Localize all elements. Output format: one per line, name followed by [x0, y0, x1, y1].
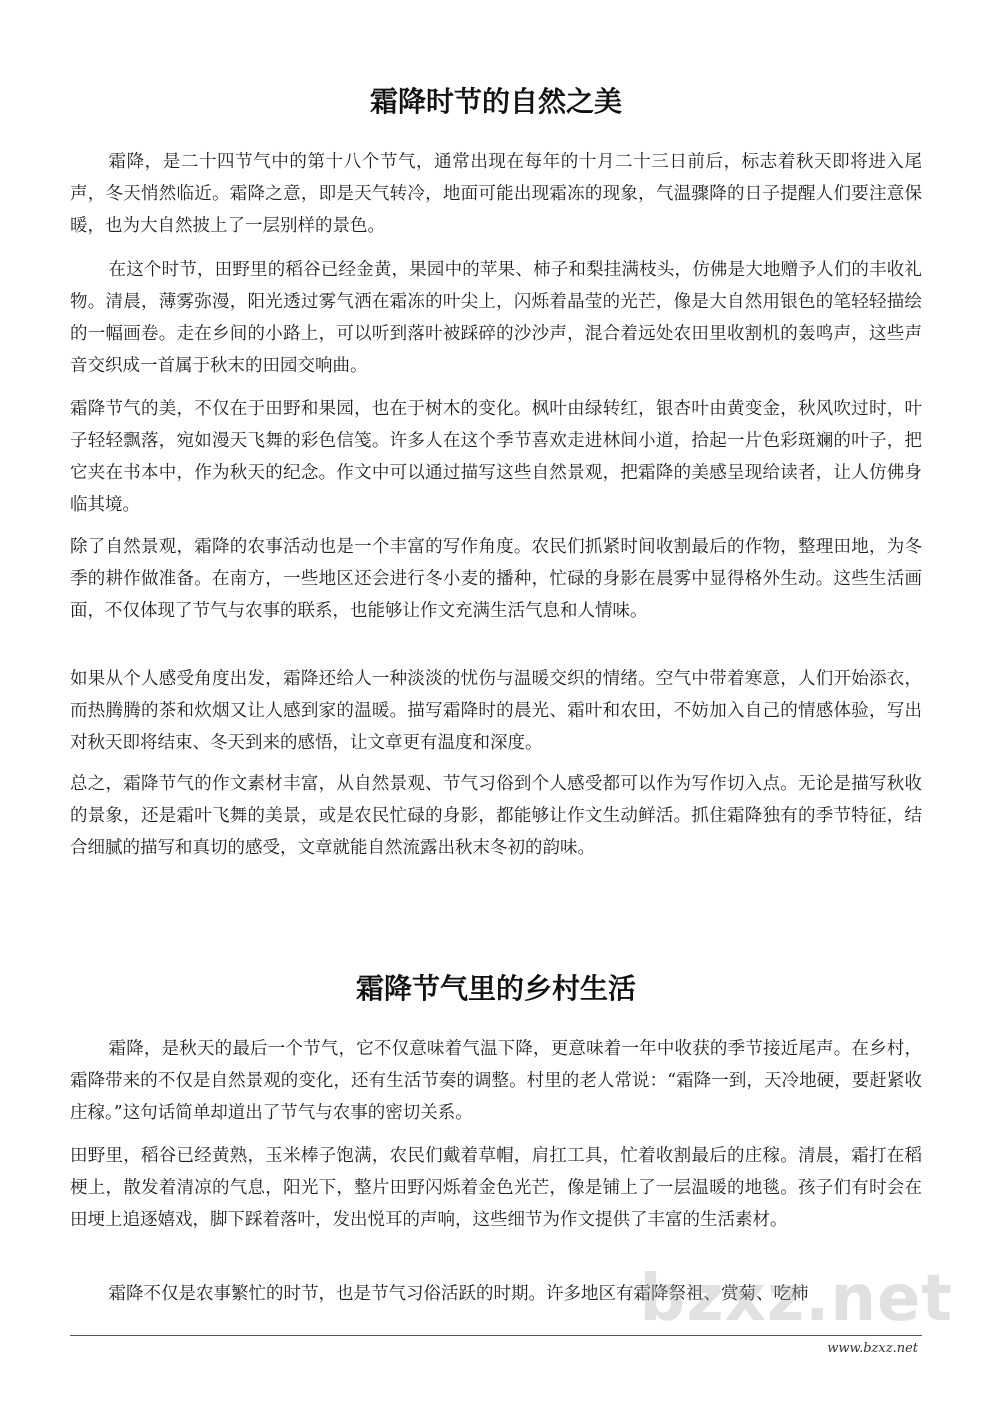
footer-divider: [70, 1335, 922, 1336]
article-1-paragraph-6: 总之，霜降节气的作文素材丰富，从自然景观、节气习俗到个人感受都可以作为写作切入点。无论是描写秋收的景象，还是霜叶飞舞的美景，或是农民忙碌的身影，都能够让作文生动鲜活。抓住霜降独有的季节特征，结合细腻的描写和真切的感受，文章就能自然流露出秋末冬初的韵味。: [70, 774, 922, 858]
article-1-paragraph-5: 如果从个人感受角度出发，霜降还给人一种淡淡的忧伤与温暖交织的情绪。空气中带着寒意，人们开始添衣，而热腾腾的茶和炊烟又让人感到家的温暖。描写霜降时的晨光、霜叶和农田，不妨加入自己的情感体验，写出对秋天即将结束、冬天到来的感悟，让文章更有温度和深度。: [70, 669, 922, 753]
article-1-title: 霜降时节的自然之美: [369, 85, 622, 118]
article-1-paragraph-2: 在这个时节，田野里的稻谷已经金黄，果园中的苹果、柿子和梨挂满枝头，仿佛是大地赠予人们的丰收礼物。清晨，薄雾弥漫，阳光透过雾气洒在霜冻的叶尖上，闪烁着晶莹的光芒，像是大自然用银色的笔轻轻描绘的一幅画卷。走在乡间的小路上，可以听到落叶被踩碎的沙沙声，混合着远处农田里收割机的轰鸣声，这些声音交织成一首属于秋末的田园交响曲。: [70, 260, 922, 376]
article-1-paragraph-4: 除了自然景观，霜降的农事活动也是一个丰富的写作角度。农民们抓紧时间收割最后的作物，整理田地，为冬季的耕作做准备。在南方，一些地区还会进行冬小麦的播种，忙碌的身影在晨雾中显得格外生动。这些生活画面，不仅体现了节气与农事的联系，也能够让作文充满生活气息和人情味。: [70, 537, 922, 621]
article-2-paragraph-3: 霜降不仅是农事繁忙的时节，也是节气习俗活跃的时期。许多地区有霜降祭祖、赏菊、吃柿: [108, 1284, 809, 1304]
site-watermark: bzxz.net: [639, 1262, 953, 1336]
article-2-title: 霜降节气里的乡村生活: [355, 972, 636, 1005]
footer-url: www.bzxz.net: [827, 1341, 918, 1356]
article-2-paragraph-1: 霜降，是秋天的最后一个节气，它不仅意味着气温下降，更意味着一年中收获的季节接近尾声。在乡村，霜降带来的不仅是自然景观的变化，还有生活节奏的调整。村里的老人常说：“霜降一到，天冷地硬，要赶紧收庄稼。”这句话简单却道出了节气与农事的密切关系。: [70, 1039, 922, 1123]
article-1-paragraph-3: 霜降节气的美，不仅在于田野和果园，也在于树木的变化。枫叶由绿转红，银杏叶由黄变金，秋风吹过时，叶子轻轻飘落，宛如漫天飞舞的彩色信笺。许多人在这个季节喜欢走进林间小道，拾起一片色彩斑斓的叶子，把它夹在书本中，作为秋天的纪念。作文中可以通过描写这些自然景观，把霜降的美感呈现给读者，让人仿佛身临其境。: [70, 399, 922, 515]
article-1-paragraph-1: 霜降，是二十四节气中的第十八个节气，通常出现在每年的十月二十三日前后，标志着秋天即将进入尾声，冬天悄然临近。霜降之意，即是天气转冷，地面可能出现霜冻的现象，气温骤降的日子提醒人们要注意保暖，也为大自然披上了一层别样的景色。: [70, 152, 922, 236]
article-2-paragraph-2: 田野里，稻谷已经黄熟，玉米棒子饱满，农民们戴着草帽，肩扛工具，忙着收割最后的庄稼。清晨，霜打在稻梗上，散发着清凉的气息，阳光下，整片田野闪烁着金色光芒，像是铺上了一层温暖的地毯。孩子们有时会在田埂上追逐嬉戏，脚下踩着落叶，发出悦耳的声响，这些细节为作文提供了丰富的生活素材。: [70, 1146, 922, 1230]
